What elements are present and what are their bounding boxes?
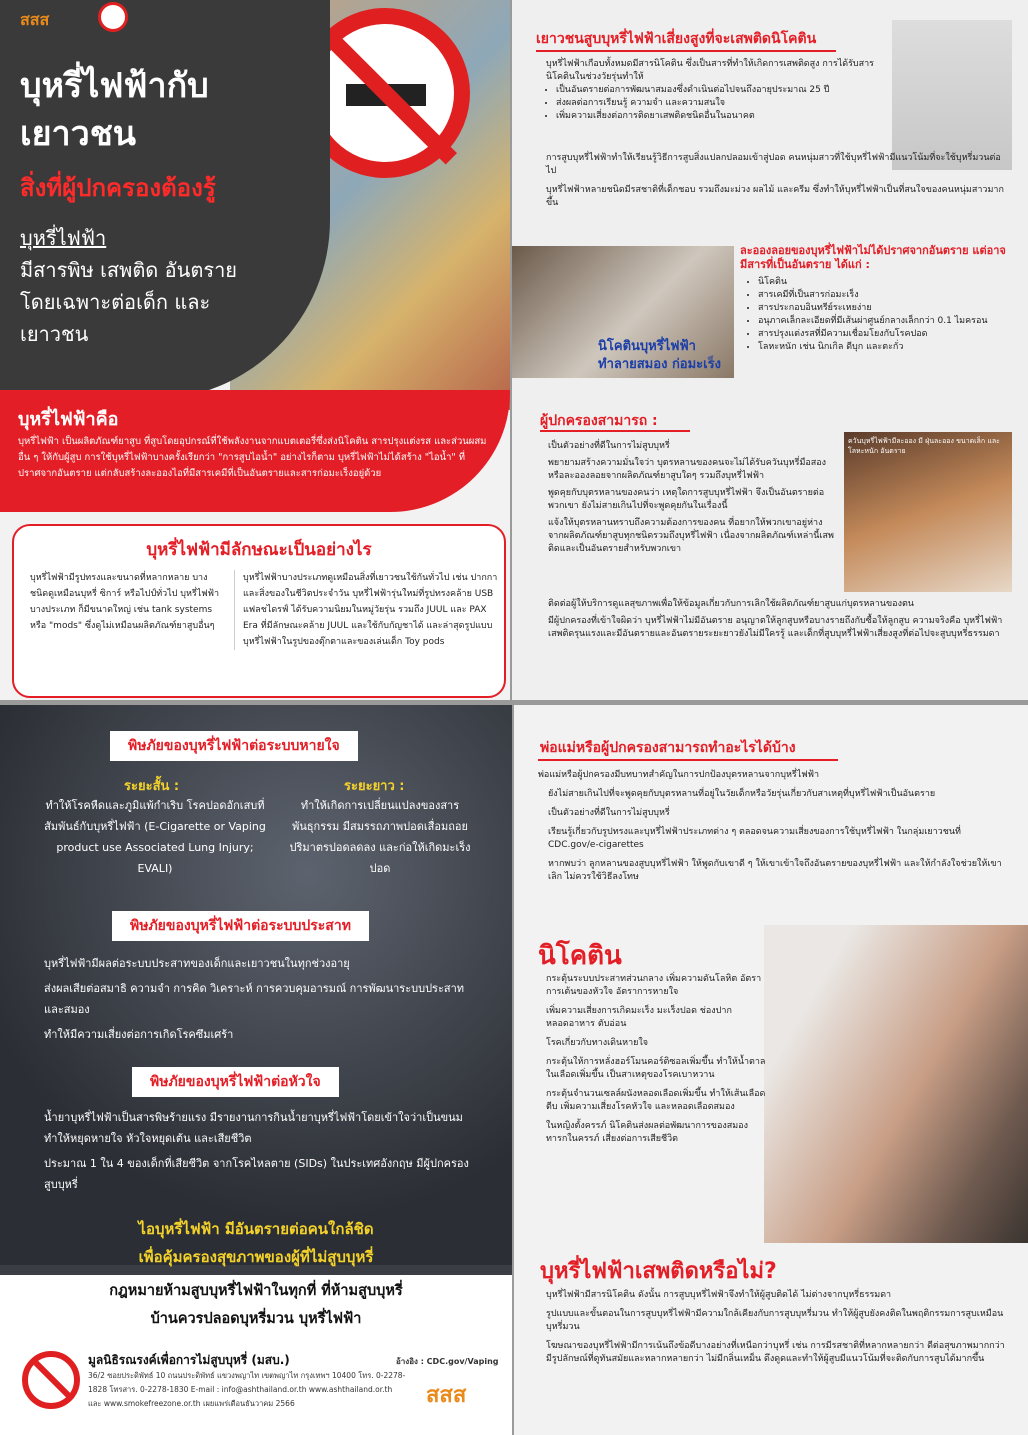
addiction-title: บุหรี่ไฟฟ้าเสพติดหรือไม่?	[540, 1259, 777, 1284]
aerosol-title: ละอองลอยของบุหรี่ไฟฟ้าไม่ได้ปราศจากอันตราย แต่อาจมีสารที่เป็นอันตราย ได้แก่ :	[740, 244, 1006, 271]
warning-text-1: ไอบุหรี่ไฟฟ้า มีอันตรายต่อคนใกล้ชิด	[138, 1220, 374, 1238]
short-term-text: ทำให้โรคหืดและภูมิแพ้กำเริบ โรคปอดอักเสบที่สัมพันธ์กับบุหรี่ไฟฟ้า (E-Cigarette or Vaping product use Associated Lung Injury; EVALI)	[44, 799, 266, 875]
list-item: • อนุภาคเล็กละเอียดที่มีเส้นผ่าศูนย์กลางเล็กกว่า 0.1 ไมครอน	[758, 315, 1028, 328]
title-underline	[538, 759, 838, 761]
paragraph: กระตุ้นจำนวนเซลล์ผนังหลอดเลือดเพิ่มขึ้น ทำให้เส้นเลือดตีบ เพิ่มความเสี่ยงโรคหัวใจ และหลอดเลือดสมอง	[546, 1089, 766, 1112]
appearance-col-1: บุหรี่ไฟฟ้ามีรูปทรงและขนาดที่หลากหลาย บางชนิดดูเหมือนบุหรี่ ซิการ์ หรือไปป์ทั่วไป บุหรี่ไฟฟ้าบางประเภท ก็มีขนาดใหญ่ เช่น tank systems หรือ "mods" ซึ่งดูไม่เหมือนผลิตภัณฑ์ยาสูบอื่นๆ	[30, 573, 220, 631]
list-item: • นิโคติน	[758, 276, 1028, 289]
nervous-harm-text	[44, 953, 474, 1045]
nicotine-risk-paragraphs	[546, 152, 1006, 210]
paragraph: ทำให้มีความเสี่ยงต่อการเกิดโรคซึมเศร้า	[44, 1028, 234, 1041]
long-term-text: ทำให้เกิดการเปลี่ยนแปลงของสารพันธุกรรม มีสมรรถภาพปอดเสื่อมถอย ปริมาตรปอดลดลง และก่อให้เกิดมะเร็งปอด	[289, 799, 471, 875]
list-item: • สารประกอบอินทรีย์ระเหยง่าย	[758, 302, 1028, 315]
photo-caption-line-2: ทำลายสมอง ก่อมะเร็ง	[598, 357, 721, 372]
paragraph: เป็นตัวอย่างที่ดีในการไม่สูบบุหรี่	[548, 808, 670, 818]
appearance-col-2: บุหรี่ไฟฟ้าบางประเภทดูเหมือนสิ่งที่เยาวชนใช้กันทั่วไป เช่น ปากกาและสิ่งของในชีวิตประจำวัน บุหรี่ไฟฟ้ารุ่นใหม่ที่รูปทรงคล้าย USB แฟลชไดรฟ์ ได้รับความนิยมในหมู่วัยรุ่น รวมถึง JUUL และ PAX Era ที่มีลักษณะคล้าย JUUL และใช้กับกัญชาได้ และล่าสุดรูปแบบบุหรี่ไฟฟ้าในรูปของตุ๊กตาและของเล่นเด็ก Toy pods	[234, 570, 503, 650]
paragraph: โรคเกี่ยวกับทางเดินหายใจ	[546, 1038, 649, 1048]
paragraph: ในหญิงตั้งครรภ์ นิโคตินส่งผลต่อพัฒนาการของสมองทารกในครรภ์ เสี่ยงต่อการเสียชีวิต	[546, 1121, 748, 1144]
parents-can-text	[548, 440, 838, 556]
org-address: 36/2 ซอยประดิพัทธ์ 10 ถนนประดิพัทธ์ แขวงพญาไท เขตพญาไท กรุงเทพฯ 10400 โทร. 0-2278-1828 โทรสาร. 0-2278-1830 E-mail : info@ashthailand.or.th www.ashthailand.or.th และ www.smokefreezone.or.th เผยแพร่เดือนธันวาคม 2566	[88, 1371, 406, 1408]
heart-harm-title: พิษภัยของบุหรี่ไฟฟ้าต่อหัวใจ	[132, 1067, 339, 1097]
appearance-box	[12, 524, 506, 698]
paragraph: ติดต่อผู้ให้บริการดูแลสุขภาพเพื่อให้ข้อมูลเกี่ยวกับการเลิกใช้ผลิตภัณฑ์ยาสูบแก่บุตรหลานของตน	[548, 599, 914, 609]
respiratory-harm-title: พิษภัยของบุหรี่ไฟฟ้าต่อระบบหายใจ	[110, 731, 358, 761]
paragraph: เป็นตัวอย่างที่ดีในการไม่สูบบุหรี่	[548, 441, 670, 451]
paragraph: หากพบว่า ลูกหลานของสูบบุหรี่ไฟฟ้า ให้พูดกับเขาดี ๆ ให้เขาเข้าใจถึงอันตรายของบุหรี่ไฟฟ้า และให้กำลังใจช่วยให้เขาเลิก ไม่ควรใช้วิธีลงโทษ	[548, 859, 1002, 882]
nicotine-title: นิโคติน	[538, 941, 622, 971]
lead-text	[20, 222, 240, 350]
paragraph: กระตุ้นระบบประสาทส่วนกลาง เพิ่มความดันโลหิต อัตราการเต้นของหัวใจ อัตราการหายใจ	[546, 974, 762, 997]
page-1-cover	[0, 0, 510, 700]
page-4-parents	[514, 705, 1028, 1435]
paragraph: กระตุ้นให้การหลั่งฮอร์โมนคอร์ติซอลเพิ่มขึ้น ทำให้น้ำตาลในเลือดเพิ่มขึ้น เป็นสาเหตุของโรคเบาหวาน	[546, 1057, 766, 1080]
page-title: บุหรี่ไฟฟ้ากับเยาวชน	[20, 66, 209, 154]
sss-logo: สสส	[20, 10, 50, 29]
paragraph: บุหรี่ไฟฟ้ามีสารนิโคติน ดังนั้น การสูบบุหรี่ไฟฟ้าจึงทำให้ผู้สูบติดได้ ไม่ต่างจากบุหรี่ธรรมดา	[546, 1290, 892, 1300]
heart-harm-text	[44, 1107, 474, 1195]
parents-can-title: ผู้ปกครองสามารถ :	[540, 413, 658, 429]
paragraph: พ่อแม่หรือผู้ปกครองมีบทบาทสำคัญในการปกป้องบุตรหลานจากบุหรี่ไฟฟ้า	[538, 770, 820, 780]
list-item: • สารปรุงแต่งรสที่มีความเชื่อมโยงกับโรคปอด	[758, 328, 1028, 341]
nicotine-risk-title: เยาวชนสูบบุหรี่ไฟฟ้าเสี่ยงสูงที่จะเสพติดนิโคติน	[536, 31, 817, 47]
definition-title: บุหรี่ไฟฟ้าคือ	[18, 409, 119, 430]
paragraph: พูดคุยกับบุตรหลานของคนว่า เหตุใดการสูบบุหรี่ไฟฟ้า จึงเป็นอันตรายต่อพวกเขา ยังไม่สายเกินไปที่จะพูดคุยกันในเรื่องนี้	[548, 488, 825, 511]
title-underline	[540, 430, 690, 432]
parents-text	[538, 769, 1008, 884]
paragraph: บุหรี่ไฟฟ้าหลายชนิดมีรสชาติที่เด็กชอบ รวมถึงมะม่วง ผลไม้ และครีม ซึ่งทำให้บุหรี่ไฟฟ้าเป็นที่สนใจของคนหนุ่มสาวมากขึ้น	[546, 185, 1004, 208]
list-item: • สารเคมีที่เป็นสารก่อมะเร็ง	[758, 289, 1028, 302]
no-smoking-logo-icon	[22, 1351, 80, 1409]
list-item: • เพิ่มความเสี่ยงต่อการติดยาเสพติดชนิดอื่นในอนาคต	[556, 110, 876, 123]
org-name: มูลนิธิรณรงค์เพื่อการไม่สูบบุหรี่ (มสบ.)	[88, 1353, 290, 1367]
page-subtitle: สิ่งที่ผู้ปกครองต้องรู้	[20, 174, 216, 202]
paragraph: ส่งผลเสียต่อสมาธิ ความจำ การคิด วิเคราะห์ การควบคุมอารมณ์ การพัฒนาระบบประสาทและสมอง	[44, 982, 465, 1016]
page-2-risks	[512, 0, 1028, 700]
lead-body: มีสารพิษ เสพติด อันตราย โดยเฉพาะต่อเด็ก และเยาวชน	[20, 258, 238, 346]
photo-caption	[598, 338, 721, 374]
sss-logo: สสส	[426, 1383, 467, 1408]
law-text-1: กฎหมายห้ามสูบบุหรี่ไฟฟ้าในทุกที่ ที่ห้ามสูบบุหรี่	[109, 1283, 403, 1299]
paragraph: เพิ่มความเสี่ยงการเกิดมะเร็ง มะเร็งปอด ช่องปาก หลอดอาหาร ตับอ่อน	[546, 1006, 732, 1029]
child-smoke-photo	[844, 432, 1012, 592]
intro-text: บุหรี่ไฟฟ้าเกือบทั้งหมดมีสารนิโคติน ซึ่งเป็นสารที่ทำให้เกิดการเสพติดสูง การได้รับสารนิโคตินในช่วงวัยรุ่นทำให้	[546, 59, 875, 82]
reference: อ้างอิง : CDC.gov/Vaping	[396, 1357, 499, 1366]
vape-products-photo	[892, 20, 1012, 170]
paragraph: ยังไม่สายเกินไปที่จะพูดคุยกับบุตรหลานที่อยู่ในวัยเด็กหรือวัยรุ่นเกี่ยวกับสาเหตุที่บุหรี่ไฟฟ้าเป็นอันตราย	[548, 789, 936, 799]
child-photo-caption: ควันบุหรี่ไฟฟ้ามีละออง มี ฝุ่นละออง ขนาดเล็ก และ โลหะหนัก อันตราย	[848, 437, 1000, 455]
paragraph: มีผู้ปกครองที่เข้าใจผิดว่า บุหรี่ไฟฟ้าไม่มีอันตราย อนุญาตให้ลูกสูบหรือบางรายถึงกับซื้อให้ลูกสูบ ความจริงคือ บุหรี่ไฟฟ้าเสพติดรุนแรงและมีอันตรายและอันตรายระยะยาวยังไม่มีใครรู้ และเด็กที่สูบบุหรี่ไฟฟ้าเสี่ยงสูงที่ต่อไปจะสูบบุหรี่ธรรมดา	[548, 616, 1003, 639]
list-item: • ส่งผลต่อการเรียนรู้ ความจำ และความสนใจ	[556, 97, 876, 110]
law-text-2: บ้านควรปลอดบุหรี่มวน บุหรี่ไฟฟ้า	[150, 1311, 362, 1327]
warning-text-2: เพื่อคุ้มครองสุขภาพของผู้ที่ไม่สูบบุหรี่	[138, 1248, 374, 1266]
lead-heading: บุหรี่ไฟฟ้า	[20, 226, 107, 250]
paragraph: พยายามสร้างความมั่นใจว่า บุตรหลานของคนจะไม่ได้รับควันบุหรี่มือสองหรือละอองลอยจากผลิตภัณฑ์ยาสูบใดๆ รวมถึงบุหรี่ไฟฟ้า	[548, 458, 827, 481]
ash-logo-icon	[98, 2, 128, 32]
aerosol-list	[748, 276, 1028, 354]
paragraph: ประมาณ 1 ใน 4 ของเด็กที่เสียชีวิต จากโรคไหลตาย (SIDs) ในประเทศอังกฤษ มีผู้ปกครองสูบบุหรี่	[44, 1157, 469, 1191]
paragraph: แจ้งให้บุตรหลานทราบถึงความต้องการของคน ที่อยากให้พวกเขาอยู่ห่างจากผลิตภัณฑ์ยาสูบทุกชนิดรวมถึงบุหรี่ไฟฟ้า เนื่องจากผลิตภัณฑ์เหล่านี้เสพติดและเป็นอันตรายสำหรับพวกเขา	[548, 518, 834, 554]
long-term-label: ระยะยาว :	[344, 779, 405, 794]
paragraph: การสูบบุหรี่ไฟฟ้าทำให้เรียนรู้วิธีการสูบสิ่งแปลกปลอมเข้าสู่ปอด คนหนุ่มสาวที่ใช้บุหรี่ไฟฟ้ามีแนวโน้มที่จะใช้บุหรี่มวนต่อไป	[546, 153, 1001, 176]
paragraph: รูปแบบและขั้นตอนในการสูบบุหรี่ไฟฟ้ามีความใกล้เคียงกับการสูบบุหรี่มวน ทำให้ผู้สูบยังคงติดในพฤติกรรมการสูบเหมือนบุหรี่มวน	[546, 1309, 1004, 1332]
definition-text: บุหรี่ไฟฟ้า เป็นผลิตภัณฑ์ยาสูบ ที่สูบโดยอุปกรณ์ที่ใช้พลังงานจากแบตเตอรี่ซึ่งส่งนิโคติน สารปรุงแต่งรส และส่วนผสมอื่น ๆ ให้กับผู้สูบ การใช้บุหรี่ไฟฟ้าบางครั้งเรียกว่า "การสูบไอน้ำ" อย่างไรก็ตาม บุหรี่ไฟฟ้าไม่ได้สร้าง "ไอน้ำ" ที่ปราศจากอันตราย แต่กลับสร้างละอองไอที่มีสารเคมีที่เป็นอันตรายและสารก่อมะเร็งอยู่ด้วย	[18, 436, 487, 479]
list-item: • โลหะหนัก เช่น นิกเกิล ดีบุก และตะกั่ว	[758, 341, 1028, 354]
short-term-label: ระยะสั้น :	[124, 779, 180, 794]
nicotine-risk-text	[546, 58, 876, 123]
paragraph: น้ำยาบุหรี่ไฟฟ้าเป็นสารพิษร้ายแรง มีรายงานการกินน้ำยาบุหรี่ไฟฟ้าโดยเข้าใจว่าเป็นขนม ทำให้หยุดหายใจ หัวใจหยุดเต้น และเสียชีวิต	[44, 1111, 463, 1145]
photo-caption-line-1: นิโคตินบุหรี่ไฟฟ้า	[598, 339, 696, 354]
nervous-harm-title: พิษภัยของบุหรี่ไฟฟ้าต่อระบบประสาท	[112, 911, 369, 941]
nicotine-effects	[546, 973, 766, 1146]
parents-title: พ่อแม่หรือผู้ปกครองสามารถทำอะไรได้บ้าง	[540, 740, 796, 756]
paragraph: โฆษณาของบุหรี่ไฟฟ้ามีการเน้นถึงข้อดีบางอย่างที่เหนือกว่าบุหรี่ เช่น การมีรสชาติที่หลากหลายกว่า ดีต่อสุขภาพมากกว่า มีรูปลักษณ์ที่ดูทันสมัยและหลากหลายกว่า ไม่มีกลิ่นเหม็น ดึงดูดและทำให้ผู้สูบมีแนวโน้มที่จะติดกับการสูบได้มากขึ้น	[546, 1341, 1005, 1364]
parents-can-text-2	[548, 598, 1008, 641]
list-item: • เป็นอันตรายต่อการพัฒนาสมองซึ่งดำเนินต่อไปจนถึงอายุประมาณ 25 ปี	[556, 84, 876, 97]
title-underline	[536, 50, 836, 52]
addiction-text	[546, 1289, 1006, 1366]
man-vaping-photo	[764, 925, 1028, 1243]
appearance-title: บุหรี่ไฟฟ้ามีลักษณะเป็นอย่างไร	[146, 540, 372, 560]
paragraph: บุหรี่ไฟฟ้ามีผลต่อระบบประสาทของเด็กและเยาวชนในทุกช่วงอายุ	[44, 957, 350, 970]
paragraph: เรียนรู้เกี่ยวกับรูปทรงและบุหรี่ไฟฟ้าประเภทต่าง ๆ ตลอดจนความเสี่ยงของการใช้บุหรี่ไฟฟ้า ในกลุ่มเยาวชนที่ CDC.gov/e-cigarettes	[548, 827, 961, 850]
page-3-harms	[0, 705, 512, 1435]
